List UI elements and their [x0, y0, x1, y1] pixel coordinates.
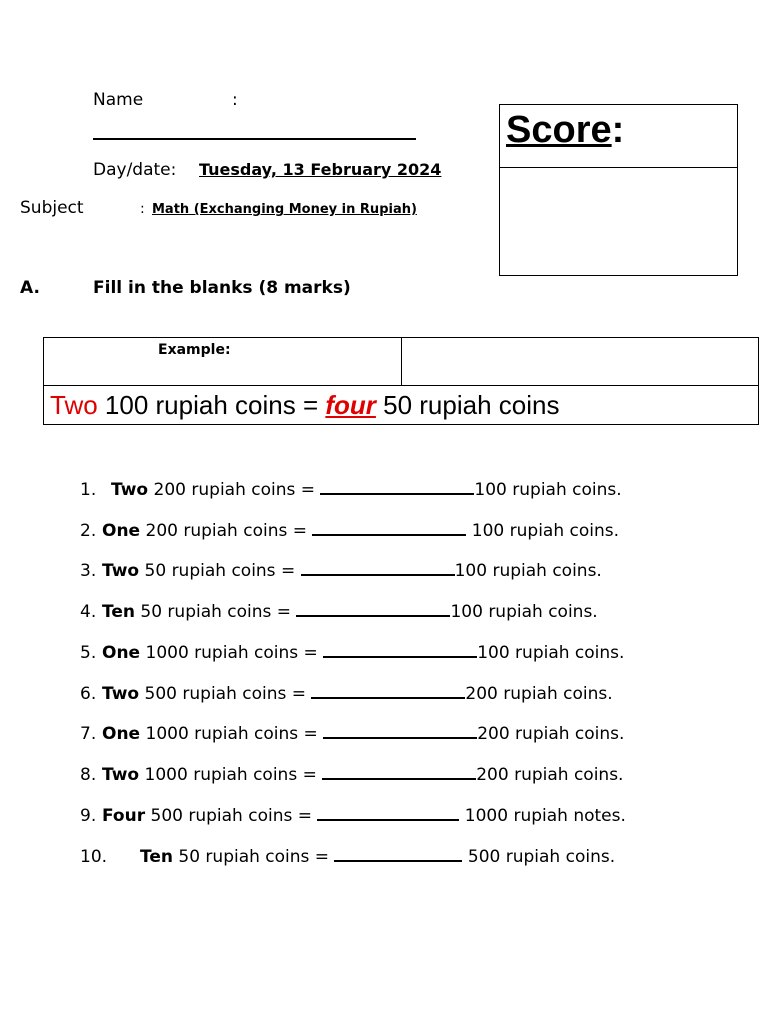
- name-label: Name: [93, 90, 144, 110]
- date-label: Day/date:: [93, 160, 177, 180]
- answer-blank[interactable]: [323, 640, 477, 658]
- question-7: 7. One 1000 rupiah coins = 200 rupiah coins.: [80, 721, 624, 744]
- answer-blank[interactable]: [296, 599, 450, 617]
- question-1: 1. Two 200 rupiah coins = 100 rupiah coins.: [80, 477, 622, 500]
- example-divider-vertical: [401, 338, 402, 385]
- date-value: Tuesday, 13 February 2024: [199, 160, 442, 179]
- name-colon: :: [232, 90, 238, 110]
- example-table: [43, 337, 759, 425]
- answer-blank[interactable]: [312, 518, 466, 536]
- question-6: 6. Two 500 rupiah coins = 200 rupiah coins.: [80, 681, 613, 704]
- example-divider-horizontal: [44, 385, 758, 386]
- answer-blank[interactable]: [301, 558, 455, 576]
- question-5: 5. One 1000 rupiah coins = 100 rupiah coins.: [80, 640, 624, 663]
- answer-blank[interactable]: [323, 721, 477, 739]
- question-8: 8. Two 1000 rupiah coins = 200 rupiah coins.: [80, 762, 623, 785]
- answer-blank[interactable]: [320, 477, 474, 495]
- section-letter: A.: [20, 278, 40, 298]
- answer-blank[interactable]: [317, 803, 459, 821]
- answer-blank[interactable]: [311, 681, 465, 699]
- example-answer: four: [325, 390, 376, 420]
- name-field[interactable]: [93, 138, 416, 140]
- question-9: 9. Four 500 rupiah coins = 1000 rupiah notes.: [80, 803, 626, 826]
- question-10: 10. Ten 50 rupiah coins = 500 rupiah coins.: [80, 844, 615, 867]
- subject-value: Math (Exchanging Money in Rupiah): [152, 202, 417, 217]
- score-title: Score:: [506, 109, 625, 151]
- score-entry-area[interactable]: [500, 168, 737, 275]
- answer-blank[interactable]: [334, 844, 462, 862]
- subject-colon: :: [140, 201, 145, 217]
- example-sentence: Two 100 rupiah coins = four 50 rupiah coins: [50, 390, 560, 420]
- subject-label: Subject: [20, 198, 84, 218]
- example-word: Two: [50, 390, 98, 420]
- score-box: [499, 104, 738, 276]
- answer-blank[interactable]: [322, 762, 476, 780]
- section-title: Fill in the blanks (8 marks): [93, 278, 351, 298]
- question-3: 3. Two 50 rupiah coins = 100 rupiah coins.: [80, 558, 602, 581]
- question-4: 4. Ten 50 rupiah coins = 100 rupiah coins.: [80, 599, 598, 622]
- question-2: 2. One 200 rupiah coins = 100 rupiah coins.: [80, 518, 619, 541]
- example-label: Example:: [158, 342, 231, 358]
